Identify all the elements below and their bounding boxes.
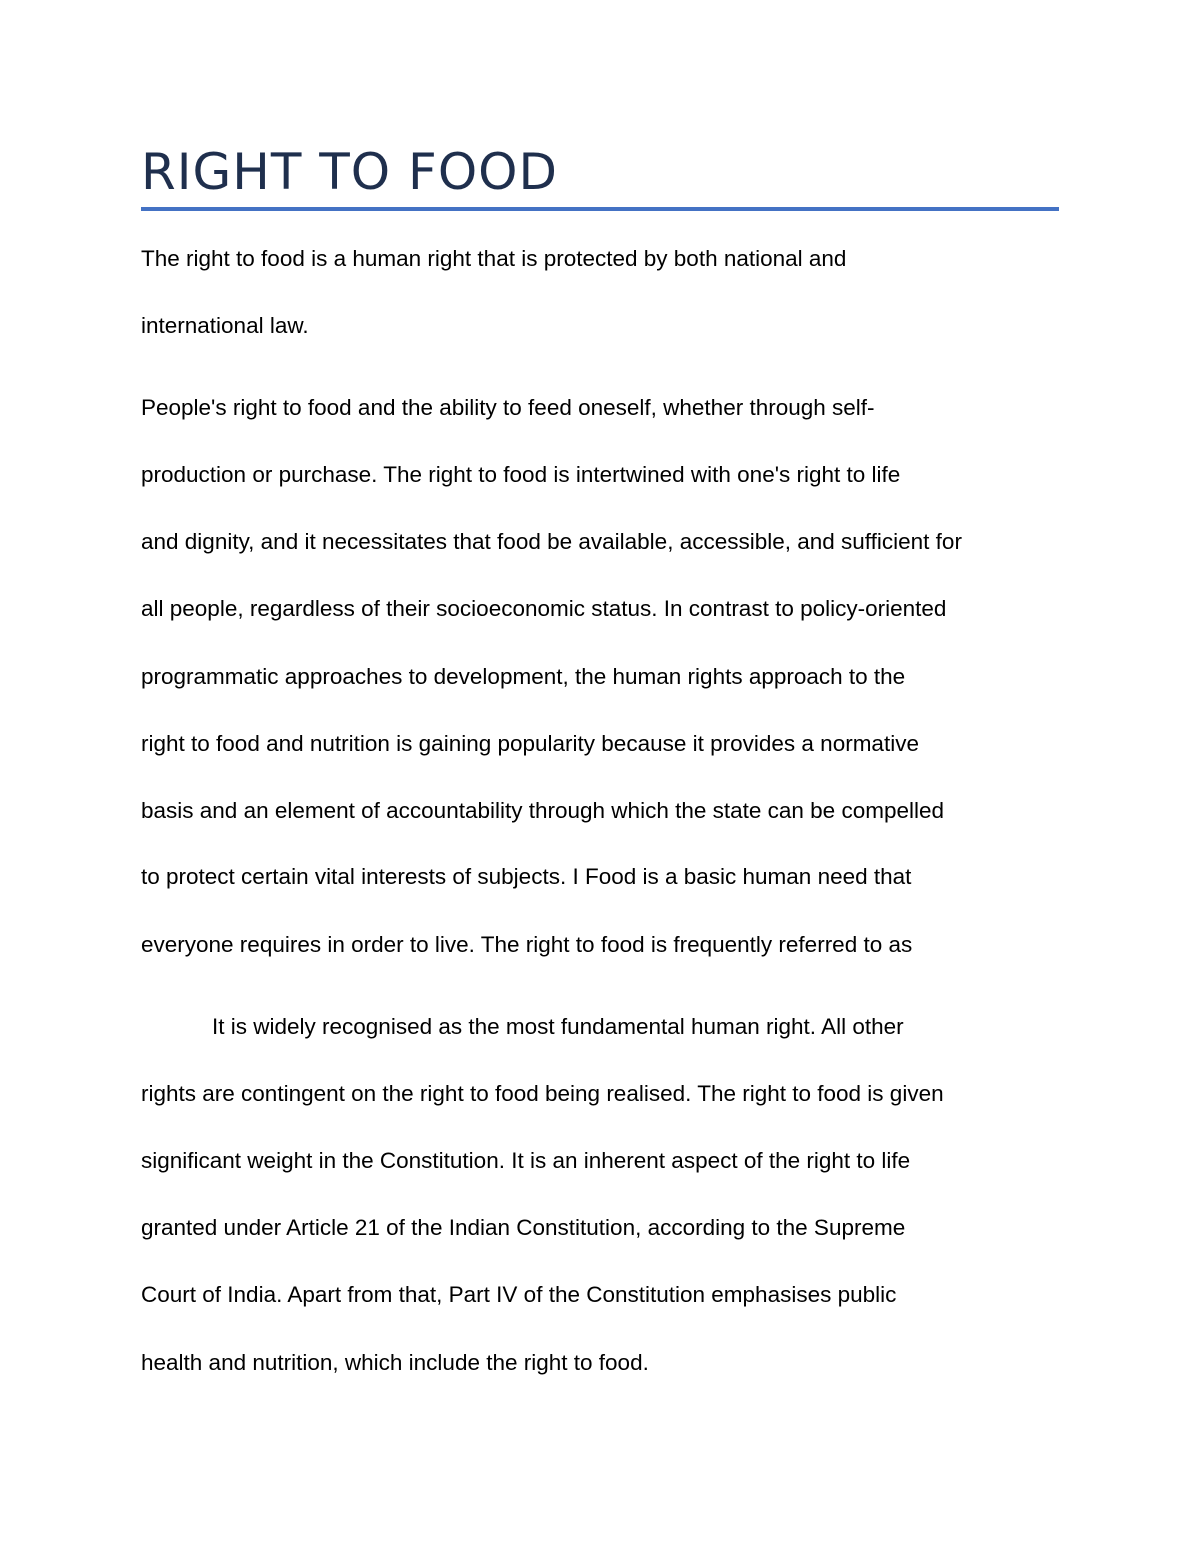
paragraph-1-line-2: international law. [141,313,309,338]
paragraph-2-line-2: production or purchase. The right to food is intertwined with one's right to life [141,462,901,487]
paragraph-2-line-5: programmatic approaches to development, the human rights approach to the [141,664,906,689]
paragraph-2-line-4: all people, regardless of their socioeconomic status. In contrast to policy-oriented [141,596,947,621]
paragraph-1-line-1: The right to food is a human right that is protected by both national and [141,246,847,271]
paragraph-3-line-3: significant weight in the Constitution. It is an inherent aspect of the right to life [141,1148,911,1173]
paragraph-2-line-9: everyone requires in order to live. The right to food is frequently referred to as [141,932,913,957]
paragraph-2-line-1: People's right to food and the ability to feed oneself, whether through self- [141,395,875,420]
document-title: RIGHT TO FOOD [141,143,559,201]
paragraph-3-line-4: granted under Article 21 of the Indian Constitution, according to the Supreme [141,1215,906,1240]
paragraph-2-line-8: to protect certain vital interests of subjects. I Food is a basic human need that [141,864,912,889]
paragraph-2-line-7: basis and an element of accountability through which the state can be compelled [141,798,945,823]
paragraph-2-line-3: and dignity, and it necessitates that food be available, accessible, and sufficient for [141,529,962,554]
paragraph-2-line-6: right to food and nutrition is gaining popularity because it provides a normative [141,731,919,756]
paragraph-3-line-6: health and nutrition, which include the right to food. [141,1350,649,1375]
paragraph-3-line-1: It is widely recognised as the most fundamental human right. All other [212,1014,904,1039]
title-underline [141,207,1059,211]
paragraph-3-line-2: rights are contingent on the right to food being realised. The right to food is given [141,1081,944,1106]
paragraph-3-line-5: Court of India. Apart from that, Part IV of the Constitution emphasises public [141,1282,897,1307]
